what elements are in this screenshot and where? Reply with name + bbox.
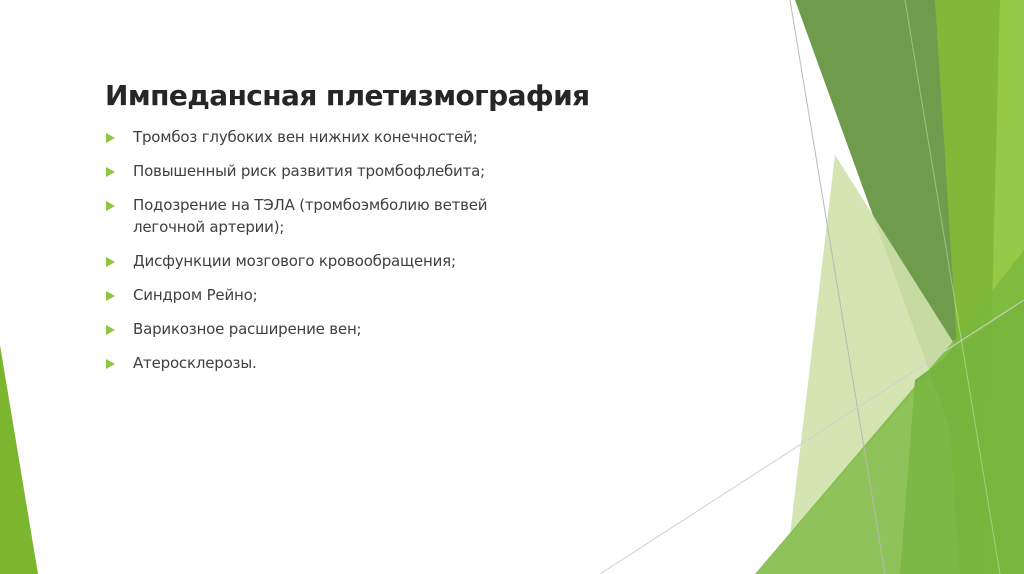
list-item — [104, 194, 524, 238]
triangle-bullet-icon — [106, 133, 115, 143]
triangle-bullet-icon — [106, 359, 115, 369]
list-item — [104, 250, 524, 272]
bullet-text: Подозрение на ТЭЛА (тромбоэмболию ветвей легочной артерии); — [133, 196, 488, 236]
list-item — [104, 318, 524, 340]
bullet-text: Варикозное расширение вен; — [133, 320, 362, 338]
triangle-bullet-icon — [106, 325, 115, 335]
list-item — [104, 352, 524, 374]
bullet-text: Тромбоз глубоких вен нижних конечностей; — [133, 128, 478, 146]
bullet-text: Синдром Рейно; — [133, 286, 258, 304]
list-item — [104, 284, 524, 306]
left-green-sliver — [0, 345, 38, 574]
bullet-list — [104, 126, 524, 386]
list-item — [104, 160, 524, 182]
bullet-text: Дисфункции мозгового кровообращения; — [133, 252, 456, 270]
triangle-bullet-icon — [106, 201, 115, 211]
list-item — [104, 126, 524, 148]
triangle-bullet-icon — [106, 257, 115, 267]
triangle-bullet-icon — [106, 167, 115, 177]
triangle-bullet-icon — [106, 291, 115, 301]
bullet-text: Повышенный риск развития тромбофлебита; — [133, 162, 485, 180]
slide-title: Импедансная плетизмография — [105, 79, 590, 112]
bullet-text: Атеросклерозы. — [133, 354, 257, 372]
